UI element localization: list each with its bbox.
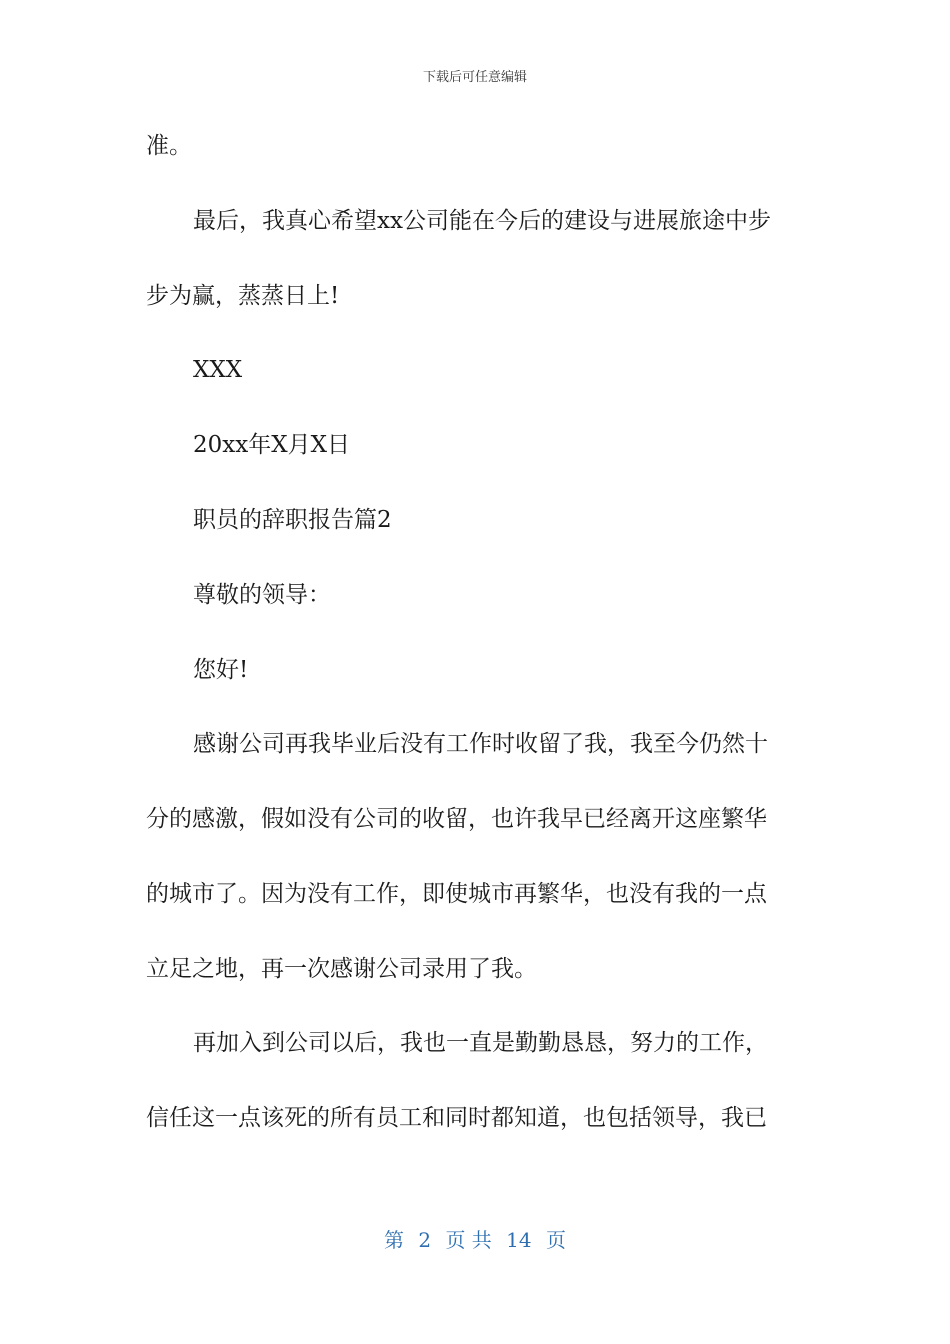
paragraph-line: 再加入到公司以后，我也一直是勤勤恳恳，努力的工作， [193,1030,768,1056]
paragraph-line: 最后，我真心希望xx公司能在今后的建设与进展旅途中步 [193,208,771,234]
paragraph-line: 步为赢，蒸蒸日上! [146,283,340,309]
footer-current-page: 2 [418,1228,432,1252]
footer-total-pages: 14 [506,1228,532,1252]
paragraph-line: 准。 [146,133,192,159]
page-header-note: 下载后可任意编辑 [422,70,527,85]
footer-middle: 页 共 [445,1228,492,1252]
paragraph-line: 感谢公司再我毕业后没有工作时收留了我，我至今仍然十 [193,731,768,757]
page-number-footer [0,1224,950,1253]
signature-name: XXX [193,357,243,383]
section-title: 职员的辞职报告篇2 [193,507,392,533]
paragraph-line: 立足之地，再一次感谢公司录用了我。 [146,956,537,982]
footer-suffix: 页 [545,1228,566,1252]
greeting: 您好! [193,657,249,683]
paragraph-line: 分的感激，假如没有公司的收留，也许我早已经离开这座繁华 [146,806,767,832]
salutation: 尊敬的领导： [193,582,331,608]
paragraph-line: 的城市了。因为没有工作，即使城市再繁华，也没有我的一点 [146,881,767,907]
footer-prefix: 第 [384,1228,404,1252]
paragraph-line: 信任这一点该死的所有员工和同时都知道，也包括领导，我已 [146,1105,767,1131]
signature-date: 20xx年X月X日 [193,432,350,458]
